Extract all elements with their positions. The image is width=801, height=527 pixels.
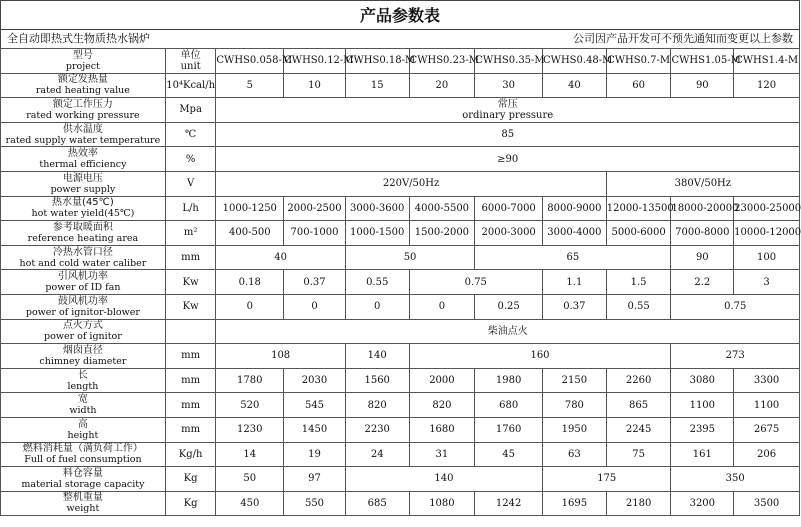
value-cell: 1100	[671, 393, 734, 418]
table-row	[1, 393, 800, 418]
value-cell: 65	[475, 245, 671, 270]
unit-cell: 单位 unit	[165, 49, 216, 74]
table-row	[1, 270, 800, 295]
value-cell: 60	[606, 73, 671, 98]
unit-cell: %	[165, 147, 216, 172]
value-cell: 0	[284, 294, 346, 319]
value-cell: 0.18	[216, 270, 284, 295]
value-cell: 380V/50Hz	[606, 171, 799, 196]
value-cell: 2245	[606, 417, 671, 442]
model-header: CWHS0.12-M	[284, 49, 346, 74]
value-cell: 97	[284, 467, 346, 492]
value-cell: 45	[475, 442, 543, 467]
value-cell: 700-1000	[284, 221, 346, 246]
model-header: CWHS0.23-M	[409, 49, 475, 74]
value-cell: 75	[606, 442, 671, 467]
value-cell: 10	[284, 73, 346, 98]
value-cell: 0.37	[284, 270, 346, 295]
model-header: CWHS0.48-M	[543, 49, 607, 74]
value-cell: 8000-9000	[543, 196, 607, 221]
value-cell: 2230	[345, 417, 409, 442]
value-cell: 31	[409, 442, 475, 467]
value-cell: 350	[671, 467, 800, 492]
parameter-table	[0, 48, 800, 516]
table-row	[1, 122, 800, 147]
param-cell: 引风机功率 power of ID fan	[1, 270, 166, 295]
table-row	[1, 467, 800, 492]
table-row	[1, 442, 800, 467]
value-cell: 680	[475, 393, 543, 418]
value-cell: 4000-5500	[409, 196, 475, 221]
param-cell: 型号 project	[1, 49, 166, 74]
value-cell: 1695	[543, 491, 607, 516]
value-cell: 685	[345, 491, 409, 516]
value-cell: 柴油点火	[216, 319, 800, 344]
param-cell: 整机重量 weight	[1, 491, 166, 516]
value-cell: 50	[216, 467, 284, 492]
value-cell: 0	[409, 294, 475, 319]
value-cell: 100	[734, 245, 800, 270]
value-cell: 10000-12000	[734, 221, 800, 246]
change-notice: 公司因产品开发可不预先通知而变更以上参数	[573, 32, 793, 45]
value-cell: 0.55	[345, 270, 409, 295]
value-cell: 18000-20000	[671, 196, 734, 221]
value-cell: 545	[284, 393, 346, 418]
param-cell: 供水温度 rated supply water temperature	[1, 122, 166, 147]
value-cell: 3	[734, 270, 800, 295]
param-cell: 额定发热量 rated heating value	[1, 73, 166, 98]
value-cell: 2675	[734, 417, 800, 442]
page-title: 产品参数表	[0, 0, 800, 30]
value-cell: 14	[216, 442, 284, 467]
model-header: CWHS1.4-M	[734, 49, 800, 74]
value-cell: 865	[606, 393, 671, 418]
value-cell: 24	[345, 442, 409, 467]
value-cell: 108	[216, 344, 345, 369]
value-cell: 550	[284, 491, 346, 516]
param-cell: 参考取暖面积 reference heating area	[1, 221, 166, 246]
value-cell: 90	[671, 245, 734, 270]
param-cell: 点火方式 power of ignitor	[1, 319, 166, 344]
value-cell: 0.37	[543, 294, 607, 319]
value-cell: 160	[409, 344, 671, 369]
value-cell: 3080	[671, 368, 734, 393]
model-header: CWHS1.05-M	[671, 49, 734, 74]
value-cell: 450	[216, 491, 284, 516]
value-cell: 1.5	[606, 270, 671, 295]
value-cell: 0	[345, 294, 409, 319]
value-cell: 23000-25000	[734, 196, 800, 221]
unit-cell: m²	[165, 221, 216, 246]
value-cell: 0.25	[475, 294, 543, 319]
value-cell: 0.75	[409, 270, 542, 295]
value-cell: 1080	[409, 491, 475, 516]
param-cell: 长 length	[1, 368, 166, 393]
value-cell: 2.2	[671, 270, 734, 295]
value-cell: 2180	[606, 491, 671, 516]
value-cell: 2000	[409, 368, 475, 393]
param-cell: 电源电压 power supply	[1, 171, 166, 196]
value-cell: 85	[216, 122, 800, 147]
model-header: CWHS0.18-M	[345, 49, 409, 74]
param-cell: 高 height	[1, 417, 166, 442]
value-cell: 1.1	[543, 270, 607, 295]
value-cell: 400-500	[216, 221, 284, 246]
value-cell: 820	[409, 393, 475, 418]
value-cell: 780	[543, 393, 607, 418]
value-cell: 520	[216, 393, 284, 418]
value-cell: 3000-3600	[345, 196, 409, 221]
param-cell: 热水量(45℃) hot water yield(45℃)	[1, 196, 166, 221]
table-row	[1, 491, 800, 516]
value-cell: 1760	[475, 417, 543, 442]
param-cell: 燃料消耗量（满负荷工作） Full of fuel consumption	[1, 442, 166, 467]
value-cell: 175	[543, 467, 671, 492]
value-cell: 1980	[475, 368, 543, 393]
value-cell: 1680	[409, 417, 475, 442]
unit-cell: mm	[165, 245, 216, 270]
unit-cell: mm	[165, 368, 216, 393]
value-cell: 3000-4000	[543, 221, 607, 246]
value-cell: 40	[216, 245, 345, 270]
value-cell: 3500	[734, 491, 800, 516]
value-cell: 206	[734, 442, 800, 467]
value-cell: 0.75	[671, 294, 800, 319]
value-cell: 30	[475, 73, 543, 98]
subheader	[0, 30, 800, 48]
value-cell: 120	[734, 73, 800, 98]
model-header: CWHS0.7-M	[606, 49, 671, 74]
table-row	[1, 196, 800, 221]
unit-cell: Kg	[165, 491, 216, 516]
param-cell: 烟囱直径 chimney diameter	[1, 344, 166, 369]
value-cell: 1450	[284, 417, 346, 442]
table-row	[1, 98, 800, 123]
param-cell: 宽 width	[1, 393, 166, 418]
value-cell: 6000-7000	[475, 196, 543, 221]
value-cell: 2030	[284, 368, 346, 393]
model-header: CWHS0.058-M	[216, 49, 284, 74]
product-name: 全自动即热式生物质热水锅炉	[7, 32, 150, 45]
unit-cell: Kg	[165, 467, 216, 492]
table-row	[1, 319, 800, 344]
value-cell: 2395	[671, 417, 734, 442]
value-cell: 3300	[734, 368, 800, 393]
table-row	[1, 147, 800, 172]
value-cell: 220V/50Hz	[216, 171, 606, 196]
value-cell: 90	[671, 73, 734, 98]
model-header: CWHS0.35-M	[475, 49, 543, 74]
value-cell: 15	[345, 73, 409, 98]
value-cell: 140	[345, 344, 409, 369]
unit-cell: mm	[165, 417, 216, 442]
value-cell: 12000-13500	[606, 196, 671, 221]
unit-cell: ℃	[165, 122, 216, 147]
unit-cell: mm	[165, 344, 216, 369]
value-cell: 1950	[543, 417, 607, 442]
value-cell: 1242	[475, 491, 543, 516]
value-cell: 820	[345, 393, 409, 418]
param-cell: 额定工作压力 rated working pressure	[1, 98, 166, 123]
value-cell: 0.55	[606, 294, 671, 319]
unit-cell: Mpa	[165, 98, 216, 123]
param-cell: 冷热水管口径 hot and cold water caliber	[1, 245, 166, 270]
value-cell: 7000-8000	[671, 221, 734, 246]
value-cell: 1000-1250	[216, 196, 284, 221]
unit-cell	[165, 319, 216, 344]
table-row	[1, 294, 800, 319]
value-cell: 1100	[734, 393, 800, 418]
value-cell: 1780	[216, 368, 284, 393]
value-cell: 1230	[216, 417, 284, 442]
value-cell: 161	[671, 442, 734, 467]
table-row	[1, 221, 800, 246]
value-cell: 1560	[345, 368, 409, 393]
value-cell: 5	[216, 73, 284, 98]
value-cell: 19	[284, 442, 346, 467]
value-cell: 50	[345, 245, 474, 270]
table-row	[1, 417, 800, 442]
value-cell: 0	[216, 294, 284, 319]
param-cell: 鼓风机功率 power of ignitor-blower	[1, 294, 166, 319]
value-cell: 20	[409, 73, 475, 98]
table-row	[1, 245, 800, 270]
table-row	[1, 73, 800, 98]
value-cell: 140	[345, 467, 542, 492]
value-cell: ≥90	[216, 147, 800, 172]
table-row	[1, 171, 800, 196]
param-cell: 热效率 thermal efficiency	[1, 147, 166, 172]
unit-cell: mm	[165, 393, 216, 418]
param-cell: 料仓容量 material storage capacity	[1, 467, 166, 492]
value-cell: 1000-1500	[345, 221, 409, 246]
value-cell: 常压 ordinary pressure	[216, 98, 800, 123]
value-cell: 2260	[606, 368, 671, 393]
unit-cell: L/h	[165, 196, 216, 221]
unit-cell: V	[165, 171, 216, 196]
table-row	[1, 49, 800, 74]
value-cell: 3200	[671, 491, 734, 516]
value-cell: 2000-2500	[284, 196, 346, 221]
value-cell: 5000-6000	[606, 221, 671, 246]
value-cell: 2150	[543, 368, 607, 393]
table-row	[1, 368, 800, 393]
value-cell: 40	[543, 73, 607, 98]
unit-cell: Kw	[165, 294, 216, 319]
value-cell: 273	[671, 344, 800, 369]
table-row	[1, 344, 800, 369]
unit-cell: Kw	[165, 270, 216, 295]
unit-cell: Kg/h	[165, 442, 216, 467]
value-cell: 2000-3000	[475, 221, 543, 246]
value-cell: 1500-2000	[409, 221, 475, 246]
unit-cell: 10⁴Kcal/h	[165, 73, 216, 98]
value-cell: 63	[543, 442, 607, 467]
